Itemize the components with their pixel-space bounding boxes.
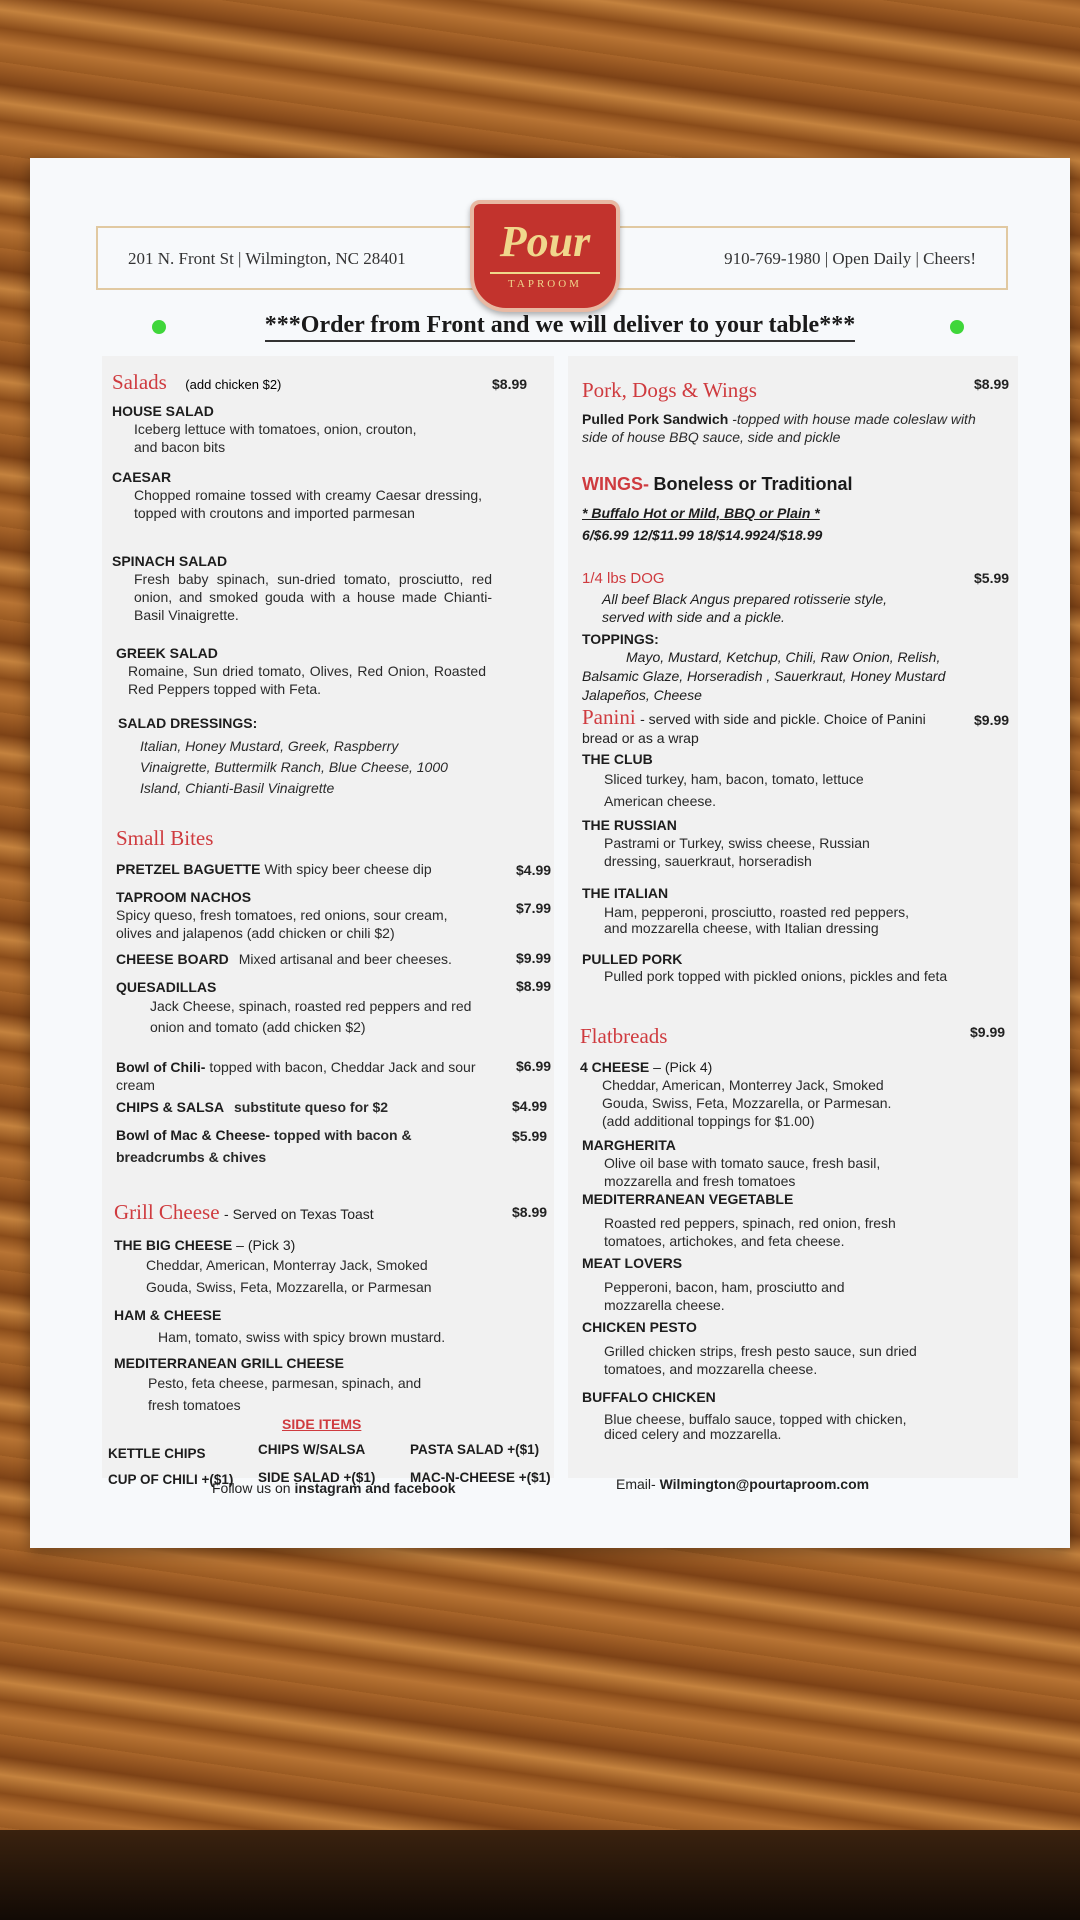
small-bite-name: QUESADILLAS: [116, 979, 217, 995]
dog-desc: All beef Black Angus prepared rotisserie style, served with side and a pickle.: [602, 591, 888, 625]
wings-label: WINGS-: [582, 474, 649, 494]
flatbread-item-desc: Roasted red peppers, spinach, red onion, fresh tomatoes, artichokes, and feta cheese.: [604, 1215, 896, 1249]
wings-prices: 6/$6.99 12/$11.99 18/$14.9924/$18.99: [582, 527, 823, 543]
flatbread-item-desc: Grilled chicken strips, fresh pesto sauce, sun dried tomatoes, and mozzarella cheese.: [604, 1343, 917, 1377]
side-item: KETTLE CHIPS: [108, 1446, 206, 1461]
salad-item: [116, 644, 486, 698]
wings-type: Boneless or Traditional: [653, 474, 853, 494]
salad-item-desc: Iceberg lettuce with tomatoes, onion, crouton, and bacon bits: [134, 421, 417, 455]
salad-item-desc: Fresh baby spinach, sun-dried tomato, prosciutto, red onion, and smoked gouda with a house made Chianti-Basil Vinaigrette.: [134, 571, 492, 623]
side-item: PASTA SALAD +($1): [410, 1442, 540, 1457]
grill-cheese-section: [102, 1190, 554, 1487]
left-column: [102, 356, 554, 1487]
flatbread-item-desc: Blue cheese, buffalo sauce, topped with chicken, diced celery and mozzarella.: [604, 1411, 907, 1442]
small-bite-desc: Mixed artisanal and beer cheeses.: [238, 951, 452, 967]
panini-item: [582, 884, 922, 936]
dressings-list: Italian, Honey Mustard, Greek, Raspberry Vinaigrette, Buttermilk Ranch, Blue Cheese, 1000 Island, Chianti-Basil Vinaigrette: [140, 738, 448, 796]
flatbread-item: [582, 1318, 942, 1378]
dog-price: $5.99: [974, 570, 1010, 586]
small-bite-item: [116, 1124, 446, 1168]
social-links: instagram and facebook: [294, 1480, 456, 1496]
table-surface-shadow: [0, 1830, 1080, 1920]
pork-title: Pork, Dogs & Wings: [582, 378, 757, 402]
grill-cheese-name: HAM & CHEESE: [114, 1307, 222, 1323]
side-items-title: SIDE ITEMS: [282, 1416, 362, 1432]
small-bite-price: $4.99: [516, 862, 552, 878]
panini-section: [568, 705, 1018, 998]
side-item: CHIPS W/SALSA: [258, 1442, 366, 1457]
salad-item: [112, 468, 482, 522]
flatbreads-title: Flatbreads: [580, 1024, 668, 1048]
salads-title: Salads: [112, 370, 167, 394]
grill-cheese-desc: Ham, tomato, swiss with spicy brown mustard.: [158, 1329, 446, 1345]
grill-cheese-name: THE BIG CHEESE: [114, 1237, 233, 1253]
grill-cheese-item: [114, 1306, 494, 1346]
small-bite-desc: substitute queso for $2: [234, 1099, 389, 1115]
small-bite-desc: Jack Cheese, spinach, roasted red peppers and red onion and tomato (add chicken $2): [150, 998, 472, 1035]
logo-divider: [490, 272, 600, 274]
small-bite-name: Bowl of Mac & Cheese-: [116, 1127, 271, 1143]
flatbread-item: [582, 1388, 922, 1442]
small-bite-item: [116, 1098, 496, 1116]
flatbread-item-name: MARGHERITA: [582, 1137, 676, 1153]
flatbread-item: [582, 1136, 912, 1190]
salad-dressings: [118, 714, 448, 799]
flatbread-item-extra: – (Pick 4): [649, 1059, 713, 1075]
salad-item-name: GREEK SALAD: [116, 645, 218, 661]
order-banner-text: ***Order from Front and we will deliver to your table***: [265, 312, 855, 342]
salads-note: (add chicken $2): [185, 377, 282, 392]
small-bite-desc: topped with bacon, Cheddar Jack and sour cream: [116, 1059, 476, 1093]
toppings-list: Mayo, Mustard, Ketchup, Chili, Raw Onion, Relish, Balsamic Glaze, Horseradish , Sauerkraut, Honey Mustard Jalapeños, Cheese: [582, 649, 946, 703]
small-bite-item: [116, 1058, 476, 1094]
flatbread-item-name: BUFFALO CHICKEN: [582, 1389, 716, 1405]
salads-price: $8.99: [492, 376, 528, 392]
small-bite-price: $9.99: [516, 950, 552, 966]
panini-item-desc: Sliced turkey, ham, bacon, tomato, lettuce American cheese.: [604, 771, 864, 809]
panini-item: [582, 816, 922, 870]
address-text: 201 N. Front St | Wilmington, NC 28401: [128, 249, 406, 268]
green-dot-right: [950, 320, 964, 334]
flatbread-item: [582, 1254, 912, 1314]
panini-note: - served with side and pickle. Choice of Panini bread or as a wrap: [582, 711, 926, 746]
order-banner: [150, 312, 970, 339]
flatbreads-section: [568, 1010, 1018, 1478]
small-bite-desc: Spicy queso, fresh tomatoes, red onions, sour cream, olives and jalapenos (add chicken or chili $2): [116, 907, 448, 941]
small-bite-name: TAPROOM NACHOS: [116, 889, 252, 905]
flatbread-item-desc: Pepperoni, bacon, ham, prosciutto and mozzarella cheese.: [604, 1279, 845, 1313]
flatbreads-price: $9.99: [970, 1024, 1006, 1040]
pulled-pork-name: Pulled Pork Sandwich: [582, 411, 729, 427]
panini-item-name: PULLED PORK: [582, 951, 683, 967]
flatbread-item-desc: Olive oil base with tomato sauce, fresh basil, mozzarella and fresh tomatoes: [604, 1155, 881, 1189]
pulled-pork-desc: -topped with house made coleslaw with side of house BBQ sauce, side and pickle: [582, 411, 976, 445]
small-bite-price: $7.99: [516, 900, 552, 916]
follow-prefix: Follow us on: [212, 1480, 295, 1496]
panini-item-desc: Pulled pork topped with pickled onions, pickles and feta: [604, 968, 948, 984]
dressings-label: SALAD DRESSINGS:: [118, 715, 258, 731]
small-bite-item: [116, 950, 496, 968]
panini-item: [582, 950, 972, 984]
social-footer: [212, 1480, 456, 1496]
salad-item-desc: Romaine, Sun dried tomato, Olives, Red Onion, Roasted Red Peppers topped with Feta.: [128, 663, 486, 697]
logo-name: Pour: [499, 217, 591, 266]
small-bite-desc: With spicy beer cheese dip: [264, 861, 432, 877]
grill-cheese-title: Grill Cheese: [114, 1200, 220, 1224]
small-bite-name: PRETZEL BAGUETTE: [116, 861, 261, 877]
grill-cheese-desc: Cheddar, American, Monterray Jack, Smoked Gouda, Swiss, Feta, Mozzarella, or Parmesan: [146, 1257, 432, 1295]
pulled-pork-sandwich: [582, 410, 982, 446]
side-item: SIDE SALAD +($1): [258, 1470, 376, 1485]
side-item: MAC-N-CHEESE +($1): [410, 1470, 551, 1485]
flatbread-item-name: CHICKEN PESTO: [582, 1319, 697, 1335]
pour-taproom-logo: [470, 200, 620, 312]
small-bites-section: [102, 812, 554, 1176]
flatbread-item-desc: Cheddar, American, Monterrey Jack, Smoked Gouda, Swiss, Feta, Mozzarella, or Parmesan. (add additional toppings for $1.00): [602, 1077, 892, 1129]
panini-item-desc: Pastrami or Turkey, swiss cheese, Russian dressing, sauerkraut, horseradish: [604, 835, 870, 869]
salad-item: [112, 552, 492, 624]
grill-cheese-note: - Served on Texas Toast: [224, 1206, 374, 1222]
small-bite-item: [116, 860, 496, 878]
panini-item-desc: Ham, pepperoni, prosciutto, roasted red peppers, and mozzarella cheese, with Italian dressing: [604, 904, 910, 936]
dog-title: 1/4 lbs DOG: [582, 570, 665, 587]
small-bite-price: $4.99: [512, 1098, 548, 1114]
salad-item: [112, 402, 432, 456]
small-bite-desc: topped with bacon & breadcrumbs & chives: [116, 1127, 412, 1165]
small-bite-price: $6.99: [516, 1058, 552, 1074]
panini-heading: [582, 705, 952, 748]
salads-section: [102, 356, 554, 804]
flatbread-item-name: MEDITERRANEAN VEGETABLE: [582, 1191, 794, 1207]
wings-sauces: * Buffalo Hot or Mild, BBQ or Plain *: [582, 505, 820, 521]
right-column: [568, 356, 1018, 1478]
panini-item: [582, 750, 892, 812]
pork-dogs-wings-section: [568, 356, 1018, 703]
panini-title: Panini: [582, 705, 636, 729]
grill-cheese-name: MEDITERRANEAN GRILL CHEESE: [114, 1355, 344, 1371]
salad-item-name: HOUSE SALAD: [112, 403, 214, 419]
small-bites-title: Small Bites: [116, 826, 214, 850]
flatbread-item: [582, 1190, 942, 1250]
salad-item-desc: Chopped romaine tossed with creamy Caesar dressing, topped with croutons and imported parmesan: [134, 487, 482, 521]
grill-cheese-price: $8.99: [512, 1204, 548, 1220]
small-bite-item: [116, 978, 476, 1038]
wings-heading: [582, 474, 853, 495]
small-bite-name: Bowl of Chili-: [116, 1059, 206, 1075]
small-bite-item: [116, 888, 486, 942]
panini-item-name: THE CLUB: [582, 751, 653, 767]
toppings-label: TOPPINGS:: [582, 631, 659, 647]
panini-item-name: THE ITALIAN: [582, 885, 669, 901]
salad-item-name: CAESAR: [112, 469, 172, 485]
side-item: CUP OF CHILI +($1): [108, 1472, 234, 1487]
pork-price: $8.99: [974, 376, 1010, 392]
small-bite-price: $8.99: [516, 978, 552, 994]
grill-cheese-heading: [114, 1200, 374, 1225]
grill-cheese-item: [114, 1236, 474, 1298]
salad-item-name: SPINACH SALAD: [112, 553, 228, 569]
email-address: Wilmington@pourtaproom.com: [659, 1476, 870, 1492]
flatbread-item: [580, 1058, 920, 1130]
grill-cheese-desc: Pesto, feta cheese, parmesan, spinach, and fresh tomatoes: [148, 1375, 422, 1413]
panini-item-name: THE RUSSIAN: [582, 817, 677, 833]
panini-price: $9.99: [974, 712, 1010, 728]
contact-text: 910-769-1980 | Open Daily | Cheers!: [724, 249, 976, 268]
logo-subtitle: TAPROOM: [508, 278, 582, 290]
flatbread-item-name: 4 CHEESE: [580, 1059, 650, 1075]
email-footer: [616, 1476, 869, 1492]
salads-heading: [112, 370, 281, 395]
small-bite-price: $5.99: [512, 1128, 548, 1144]
flatbread-item-name: MEAT LOVERS: [582, 1255, 683, 1271]
menu-sheet: [30, 158, 1070, 1548]
small-bite-name: CHIPS & SALSA: [116, 1099, 225, 1115]
small-bite-name: CHEESE BOARD: [116, 951, 229, 967]
grill-cheese-item: [114, 1354, 454, 1416]
grill-cheese-extra: – (Pick 3): [232, 1237, 296, 1253]
email-label: Email-: [616, 1476, 660, 1492]
